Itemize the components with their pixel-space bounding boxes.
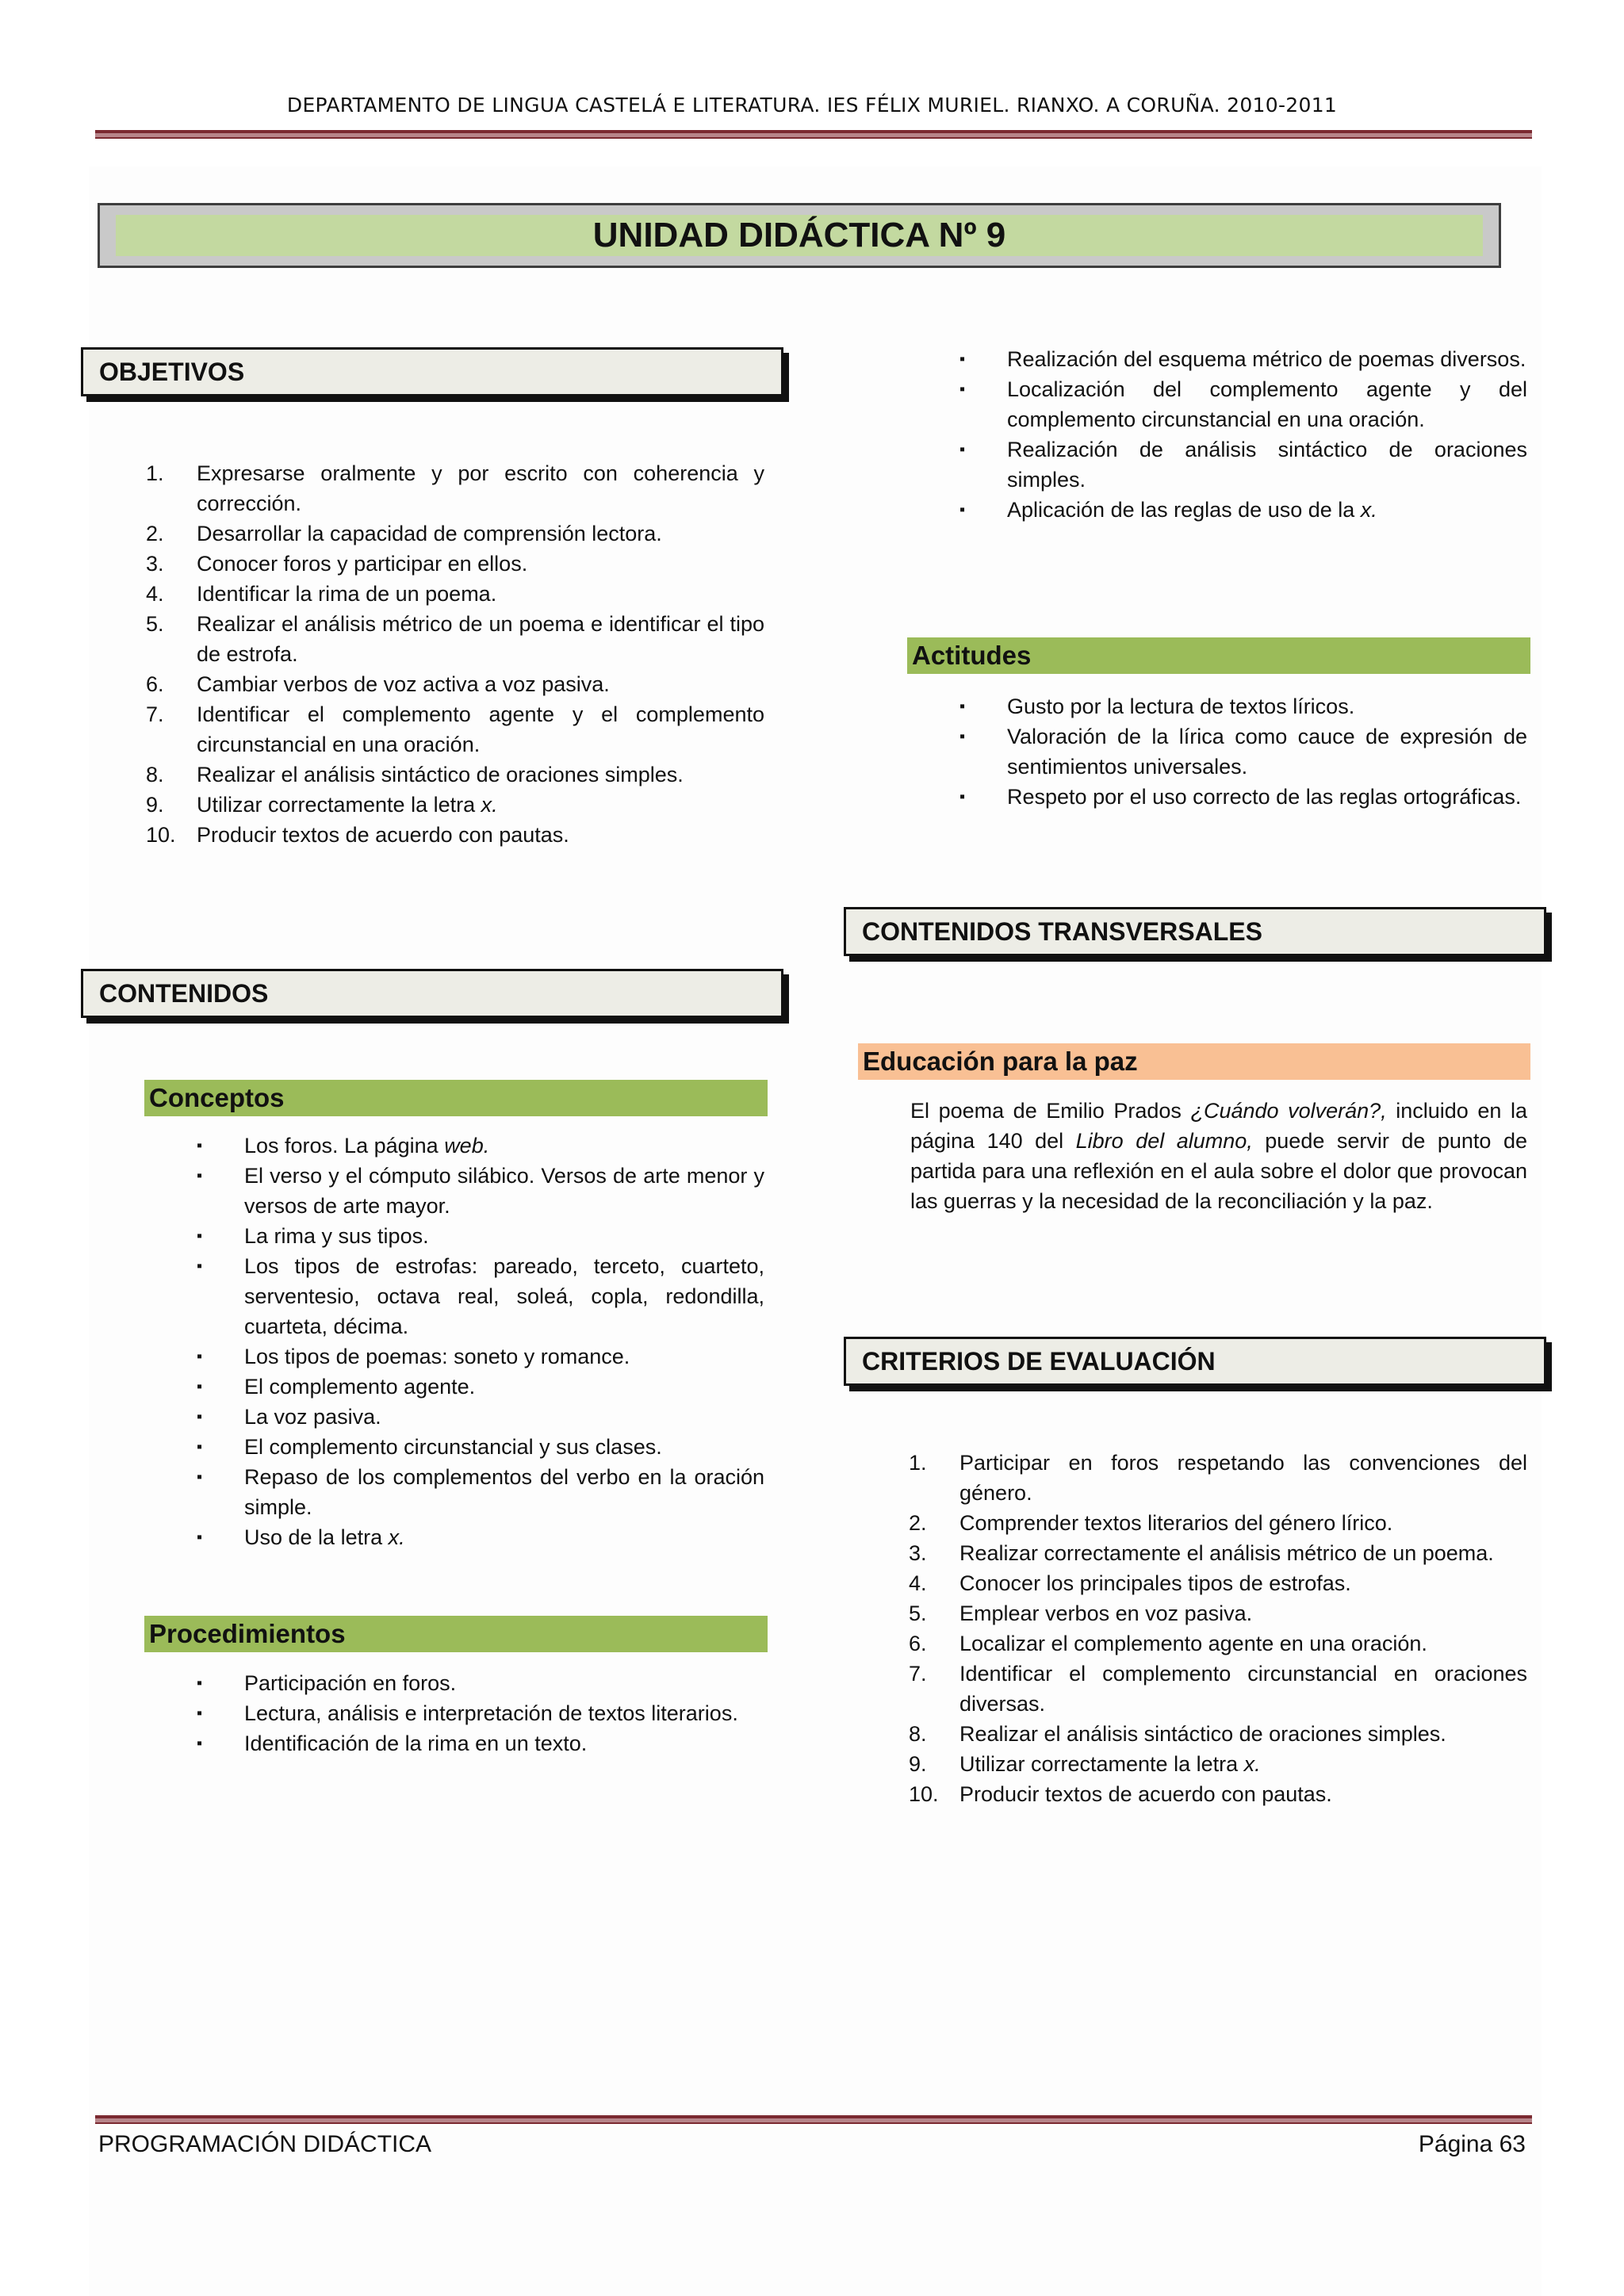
list-item [146, 669, 764, 699]
list-item-text: La voz pasiva. [244, 1405, 381, 1429]
square-bullet-icon: ▪ [959, 381, 966, 398]
list-item-emphasis: web. [444, 1134, 490, 1158]
book-title: Libro del alumno, [1075, 1129, 1253, 1153]
list-item-emphasis: x. [1360, 498, 1377, 522]
list-number: 7. [909, 1662, 927, 1686]
list-item-text: Repaso de los complementos del verbo en la oración simple. [244, 1465, 764, 1519]
list-number: 3. [909, 1541, 927, 1565]
square-bullet-icon: ▪ [197, 1167, 203, 1184]
header-rule [95, 130, 1532, 139]
list-item-text: Identificación de la rima en un texto. [244, 1732, 588, 1755]
list-item-text: El complemento circunstancial y sus clases. [244, 1435, 662, 1459]
list-item [959, 344, 1527, 374]
list-number: 1. [146, 461, 164, 485]
list-item [197, 1372, 764, 1402]
paragraph-text: puede servir de punto de partida para una reflexión en el aula sobre el dolor que provocan las guerras y la necesidad de la reconciliación y la paz. [910, 1129, 1527, 1213]
list-item [959, 434, 1527, 495]
list-number: 9. [146, 793, 164, 817]
paragraph-text: El poema de Emilio Prados [910, 1099, 1191, 1123]
actitudes-heading: Actitudes [907, 637, 1530, 674]
list-item-text: Localización del complemento agente y del complemento circunstancial en una oración. [1007, 377, 1527, 431]
list-item-text: Gusto por la lectura de textos líricos. [1007, 695, 1355, 718]
list-item-text: Emplear verbos en voz pasiva. [959, 1601, 1253, 1625]
list-item [197, 1161, 764, 1221]
page-number: Página 63 [1418, 2131, 1526, 2157]
list-item [197, 1462, 764, 1522]
list-item [197, 1668, 764, 1698]
list-item [197, 1131, 764, 1161]
list-number: 10. [909, 1782, 939, 1806]
list-item [146, 609, 764, 669]
square-bullet-icon: ▪ [959, 501, 966, 519]
list-number: 9. [909, 1752, 927, 1776]
list-item-text: La rima y sus tipos. [244, 1224, 429, 1248]
list-item-emphasis: x. [388, 1525, 405, 1549]
list-item [959, 691, 1527, 721]
list-item [146, 820, 764, 850]
list-item-text: Conocer foros y participar en ellos. [197, 552, 528, 576]
list-item-emphasis: x. [1243, 1752, 1261, 1776]
list-item-text: Utilizar correctamente la letra [959, 1752, 1244, 1776]
list-item [197, 1402, 764, 1432]
list-item-text: Lectura, análisis e interpretación de textos literarios. [244, 1701, 738, 1725]
square-bullet-icon: ▪ [197, 1257, 203, 1275]
list-item-text: Aplicación de las reglas de uso de la [1007, 498, 1361, 522]
list-item [909, 1448, 1527, 1508]
list-item-text: Valoración de la lírica como cauce de expresión de sentimientos universales. [1007, 725, 1527, 779]
list-number: 4. [909, 1571, 927, 1595]
list-item-text: Los tipos de estrofas: pareado, terceto, cuarteto, serventesio, octava real, soleá, copla, redondilla, cuarteta, décima. [244, 1254, 764, 1338]
list-number: 2. [146, 522, 164, 545]
list-item-text: Realización del esquema métrico de poemas diversos. [1007, 347, 1526, 371]
list-item [197, 1251, 764, 1341]
objetivos-list [146, 458, 764, 850]
list-item [197, 1698, 764, 1728]
list-item [909, 1659, 1527, 1719]
list-item [146, 579, 764, 609]
list-item-text: Los tipos de poemas: soneto y romance. [244, 1345, 630, 1368]
list-item [909, 1749, 1527, 1779]
list-item-text: Uso de la letra [244, 1525, 389, 1549]
square-bullet-icon: ▪ [197, 1227, 203, 1245]
square-bullet-icon: ▪ [197, 1378, 203, 1395]
square-bullet-icon: ▪ [197, 1674, 203, 1692]
list-number: 6. [146, 672, 164, 696]
list-number: 3. [146, 552, 164, 576]
list-item-text: Respeto por el uso correcto de las reglas ortográficas. [1007, 785, 1522, 809]
list-number: 8. [146, 763, 164, 786]
square-bullet-icon: ▪ [197, 1529, 203, 1546]
list-item-text: Realizar el análisis métrico de un poema e identificar el tipo de estrofa. [197, 612, 764, 666]
list-item [909, 1538, 1527, 1568]
list-item [146, 790, 764, 820]
list-item-text: El complemento agente. [244, 1375, 476, 1399]
list-item-text: Expresarse oralmente y por escrito con coherencia y corrección. [197, 461, 764, 515]
square-bullet-icon: ▪ [197, 1408, 203, 1425]
square-bullet-icon: ▪ [959, 728, 966, 745]
list-item [959, 782, 1527, 812]
list-number: 2. [909, 1511, 927, 1535]
footer-left: PROGRAMACIÓN DIDÁCTICA [98, 2131, 432, 2157]
list-item [146, 458, 764, 519]
list-item-text: Conocer los principales tipos de estrofas. [959, 1571, 1351, 1595]
list-item [959, 374, 1527, 434]
list-number: 10. [146, 823, 176, 847]
footer-rule [95, 2115, 1532, 2124]
contenidos-heading: CONTENIDOS [81, 969, 783, 1018]
unit-title-frame [98, 203, 1501, 268]
square-bullet-icon: ▪ [197, 1468, 203, 1486]
list-item-text: Realizar el análisis sintáctico de oraciones simples. [959, 1722, 1446, 1746]
procedimientos-list [197, 1668, 764, 1758]
list-item-text: Producir textos de acuerdo con pautas. [197, 823, 569, 847]
objetivos-heading: OBJETIVOS [81, 347, 783, 396]
square-bullet-icon: ▪ [197, 1735, 203, 1752]
list-item [146, 549, 764, 579]
criterios-list [909, 1448, 1527, 1809]
list-item-text: El verso y el cómputo silábico. Versos de arte menor y versos de arte mayor. [244, 1164, 764, 1218]
poem-title: ¿Cuándo volverán?, [1190, 1099, 1387, 1123]
procedimientos-continued-list [959, 344, 1527, 525]
list-item [909, 1779, 1527, 1809]
list-item-text: Localizar el complemento agente en una oración. [959, 1632, 1427, 1655]
list-number: 6. [909, 1632, 927, 1655]
square-bullet-icon: ▪ [959, 698, 966, 715]
list-number: 1. [909, 1451, 927, 1475]
transversales-heading: CONTENIDOS TRANSVERSALES [844, 907, 1546, 956]
list-item [197, 1522, 764, 1552]
list-item [146, 760, 764, 790]
list-item-text: Identificar el complemento circunstancial en oraciones diversas. [959, 1662, 1527, 1716]
list-number: 8. [909, 1722, 927, 1746]
list-item [909, 1508, 1527, 1538]
list-item-text: Participación en foros. [244, 1671, 457, 1695]
paragraph-text: incluido en la página 140 del [910, 1099, 1527, 1153]
list-item [909, 1598, 1527, 1628]
list-item-text: Participar en foros respetando las convenciones del género. [959, 1451, 1527, 1505]
conceptos-list [197, 1131, 764, 1552]
list-number: 5. [146, 612, 164, 636]
list-item-text: Desarrollar la capacidad de comprensión lectora. [197, 522, 662, 545]
unit-title: UNIDAD DIDÁCTICA Nº 9 [116, 215, 1483, 256]
list-item [197, 1221, 764, 1251]
list-number: 4. [146, 582, 164, 606]
list-item-text: Comprender textos literarios del género lírico. [959, 1511, 1393, 1535]
educacion-paz-heading: Educación para la paz [858, 1043, 1530, 1080]
list-item-text: Realizar correctamente el análisis métrico de un poema. [959, 1541, 1494, 1565]
list-item [909, 1568, 1527, 1598]
square-bullet-icon: ▪ [197, 1438, 203, 1456]
list-item-text: Utilizar correctamente la letra [197, 793, 481, 817]
list-item [959, 495, 1527, 525]
list-item [197, 1432, 764, 1462]
list-item [146, 699, 764, 760]
list-item-text: Producir textos de acuerdo con pautas. [959, 1782, 1332, 1806]
square-bullet-icon: ▪ [197, 1705, 203, 1722]
educacion-paz-paragraph [910, 1096, 1527, 1216]
list-item-text: Realizar el análisis sintáctico de oraciones simples. [197, 763, 684, 786]
list-item-text: Realización de análisis sintáctico de oraciones simples. [1007, 438, 1527, 492]
procedimientos-heading: Procedimientos [144, 1616, 768, 1652]
list-item [197, 1341, 764, 1372]
list-item-emphasis: x. [481, 793, 498, 817]
list-number: 5. [909, 1601, 927, 1625]
conceptos-heading: Conceptos [144, 1080, 768, 1116]
list-item [146, 519, 764, 549]
square-bullet-icon: ▪ [959, 350, 966, 368]
square-bullet-icon: ▪ [197, 1137, 203, 1154]
running-header: DEPARTAMENTO DE LINGUA CASTELÁ E LITERATURA. IES FÉLIX MURIEL. RIANXO. A CORUÑA. 2010-2011 [286, 94, 1338, 117]
list-item-text: Identificar la rima de un poema. [197, 582, 497, 606]
actitudes-list [959, 691, 1527, 812]
list-item [197, 1728, 764, 1758]
list-item-text: Cambiar verbos de voz activa a voz pasiva. [197, 672, 610, 696]
square-bullet-icon: ▪ [959, 788, 966, 806]
list-item-text: Identificar el complemento agente y el complemento circunstancial en una oración. [197, 702, 764, 756]
criterios-heading: CRITERIOS DE EVALUACIÓN [844, 1337, 1546, 1386]
square-bullet-icon: ▪ [197, 1348, 203, 1365]
list-item [909, 1719, 1527, 1749]
list-number: 7. [146, 702, 164, 726]
list-item-text: Los foros. La página [244, 1134, 445, 1158]
list-item [909, 1628, 1527, 1659]
square-bullet-icon: ▪ [959, 441, 966, 458]
list-item [959, 721, 1527, 782]
